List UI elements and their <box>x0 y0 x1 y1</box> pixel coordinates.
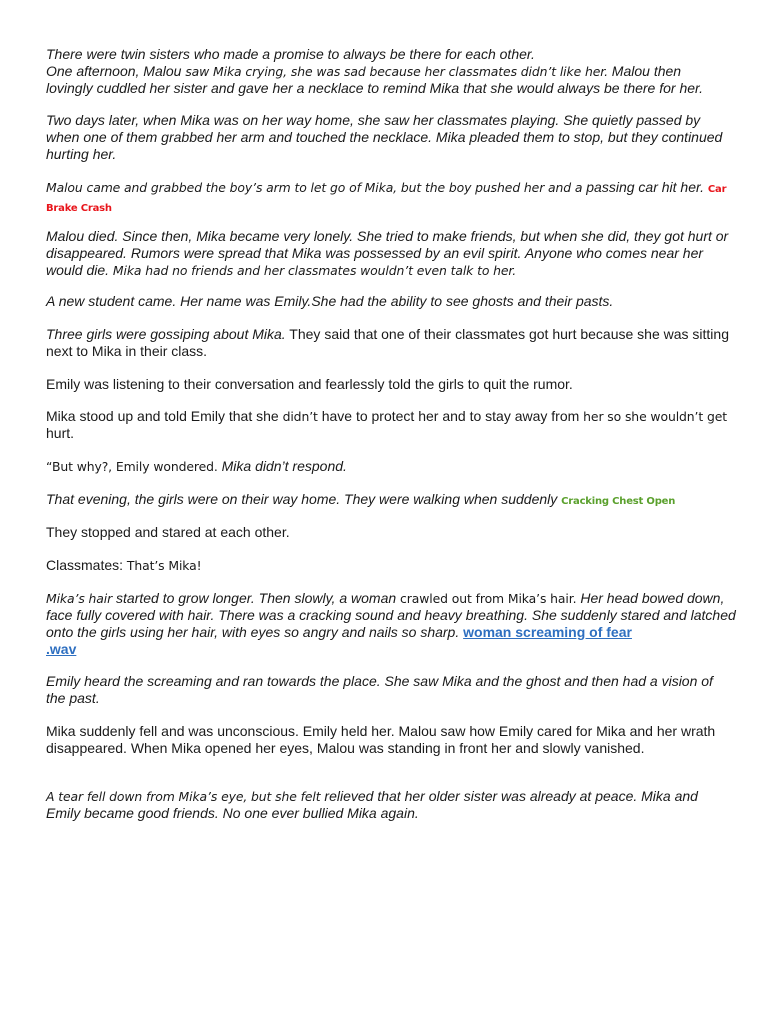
p13-text-b: started to grow longer. Then slowly, a woman <box>112 590 401 606</box>
cracking-chest-open-sound-label: Cracking Chest Open <box>561 496 676 507</box>
paragraph-12 <box>46 557 736 574</box>
paragraph-11: They stopped and stared at each other. <box>46 524 290 540</box>
p8-text-d: her so she wouldn’t get <box>583 409 728 424</box>
p8-text-c: have to protect her and to stay away from <box>317 408 584 424</box>
p4-text-b: Mika had no friends and her classmates wouldn’t even talk to her. <box>109 263 517 278</box>
p1-line-2c: Malou then <box>607 63 682 79</box>
p6-text-b: They said that one of their classmates got hurt because she was sitting next to Mika in their class. <box>46 326 729 359</box>
paragraph-9 <box>46 458 736 475</box>
paragraph-5: A new student came. Her name was Emily.She had the ability to see ghosts and their pasts. <box>46 293 614 309</box>
paragraph-4 <box>46 228 736 279</box>
paragraph-1 <box>46 46 736 97</box>
p16-text-b: relieved that her older sister was already at peace. Mika and Emily became good friends. No one ever bullied Mika again. <box>46 788 698 821</box>
p13-text-e: bowed down, face fully covered with hair. There was a cracking sound and heavy breathing. She suddenly stared and latched onto the girls using her hair, with eyes so angry and nails so sharp. <box>46 590 736 640</box>
paragraph-16 <box>46 788 736 822</box>
p13-text-d: Her head <box>576 590 642 606</box>
audio-link-line-1[interactable]: woman screaming of fear <box>463 624 632 640</box>
sfx-car: Car <box>707 184 727 195</box>
paragraph-8 <box>46 408 736 442</box>
paragraph-15: Mika suddenly fell and was unconscious. Emily held her. Malou saw how Emily cared for Mika and her wrath disappeared. When Mika opened her eyes, Malou was standing in front her and slowly vanished. <box>46 723 716 756</box>
audio-link-line-2[interactable]: .wav <box>46 641 77 657</box>
p13-text-c: crawled out from Mika’s hair. <box>400 591 577 606</box>
dialogue-line: That’s Mika! <box>123 558 202 573</box>
p1-line-2a: One afternoon, Malou <box>46 63 186 79</box>
p13-text-a: Mika’s hair <box>46 591 113 606</box>
p3-text-a: Malou came and grabbed the boy’s arm to let go of Mika, but the boy pushed her and a <box>46 180 583 195</box>
p16-text-a: A tear fell down from Mika’s eye, but she felt <box>46 789 321 804</box>
p9-text-b: Mika didn’t respond. <box>217 458 347 474</box>
p8-text-a: Mika stood up and told Emily that she <box>46 408 283 424</box>
paragraph-14: Emily heard the screaming and ran towards the place. She saw Mika and the ghost and then had a vision of the past. <box>46 673 713 706</box>
p3-text-b: passing car hit her. <box>582 179 705 195</box>
paragraph-13 <box>46 590 736 658</box>
paragraph-6 <box>46 326 736 360</box>
p1-line-2b: saw Mika crying, she was sad because her classmates didn’t like her. <box>185 64 608 79</box>
p6-text-a: Three girls were gossiping about Mika. <box>46 326 286 342</box>
p1-line-1: There were twin sisters who made a promise to always be there for each other. <box>46 46 535 62</box>
p1-line-3: lovingly cuddled her sister and gave her a necklace to remind Mika that she would always be there for her. <box>46 80 704 96</box>
p4-text-a: Malou died. Since then, Mika became very lonely. She tried to make friends, but when she did, they got hurt or disappeared. Rumors were spread that Mika was possessed by an evil spirit. Anyone who comes near her would die. <box>46 228 729 278</box>
p10-text-a: That evening, the girls were on their way home. They were walking when suddenly <box>46 491 562 507</box>
p8-text-b: didn’t <box>282 409 318 424</box>
paragraph-2: Two days later, when Mika was on her way home, she saw her classmates playing. She quietly passed by when one of them grabbed her arm and touched the necklace. Mika pleaded them to stop, but they continued hurting her. <box>46 112 723 162</box>
speaker-label: Classmates: <box>46 557 124 573</box>
p9-text-a: “But why?, Emily wondered. <box>46 459 218 474</box>
paragraph-3 <box>46 179 746 217</box>
paragraph-7: Emily was listening to their conversation and fearlessly told the girls to quit the rumor. <box>46 376 573 392</box>
p8-text-e: hurt. <box>46 425 75 441</box>
sfx-brake-crash: Brake Crash <box>46 203 112 214</box>
paragraph-10 <box>46 491 736 510</box>
